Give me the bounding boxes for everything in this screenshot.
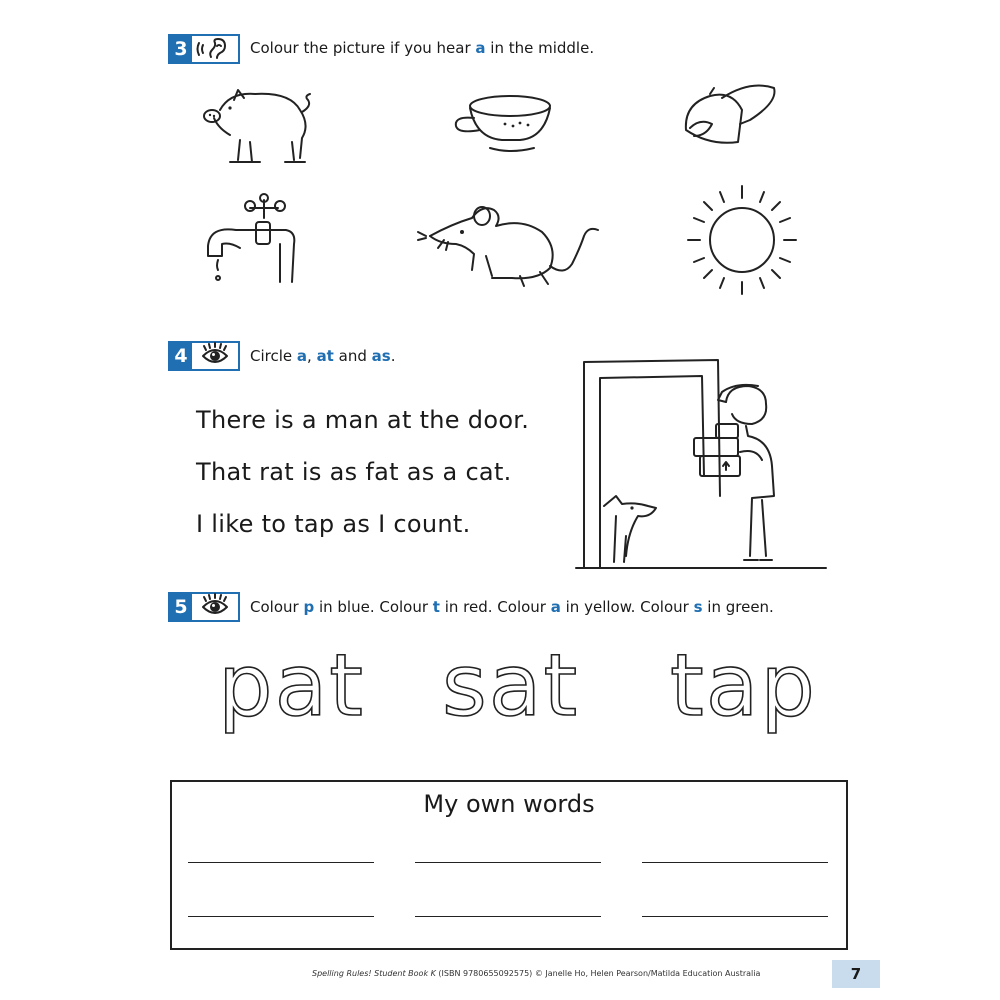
exercise-4-badge (168, 341, 240, 371)
highlight-letter: a (475, 39, 486, 57)
writing-line[interactable] (415, 916, 601, 917)
exercise-3-badge (168, 34, 240, 64)
highlight-word: at (316, 347, 334, 365)
writing-line[interactable] (188, 916, 374, 917)
footer-credit: Spelling Rules! Student Book K (ISBN 9780655092575) © Janelle Ho, Helen Pearson/Matilda Education Australia (312, 969, 761, 978)
exercise-3-instruction: Colour the picture if you hear a in the middle. (250, 39, 595, 57)
exercise-number: 4 (170, 343, 192, 369)
tap-picture (200, 190, 310, 290)
door-delivery-picture (576, 356, 826, 576)
highlight-letter: s (693, 598, 703, 616)
highlight-letter: t (432, 598, 440, 616)
exercise-number: 3 (170, 36, 192, 62)
page-number: 7 (832, 960, 880, 988)
ear-icon (192, 36, 238, 62)
sentence-2: That rat is as fat as a cat. (196, 458, 512, 486)
exercise-number: 5 (170, 594, 192, 620)
outline-word-sat: sat (442, 636, 580, 736)
highlight-word: a (296, 347, 308, 365)
pig-picture (200, 80, 320, 170)
own-words-box (170, 780, 848, 950)
exercise-5-instruction: Colour p in blue. Colour t in red. Colour a in yellow. Colour s in green. (250, 598, 774, 616)
sun-picture (682, 180, 802, 300)
own-words-title: My own words (423, 790, 595, 818)
rat-picture (422, 196, 602, 296)
cap-picture (680, 80, 780, 160)
cup-picture (450, 90, 560, 160)
eye-icon (192, 594, 238, 620)
eye-icon (192, 343, 238, 369)
outline-word-tap: tap (670, 636, 818, 736)
writing-line[interactable] (415, 862, 601, 863)
highlight-word: as (371, 347, 391, 365)
exercise-5-badge (168, 592, 240, 622)
highlight-letter: a (550, 598, 561, 616)
writing-line[interactable] (642, 916, 828, 917)
sentence-3: I like to tap as I count. (196, 510, 471, 538)
outline-word-pat: pat (218, 636, 366, 736)
exercise-4-instruction: Circle a, at and as. (250, 347, 396, 365)
writing-line[interactable] (188, 862, 374, 863)
sentence-1: There is a man at the door. (196, 406, 530, 434)
highlight-letter: p (303, 598, 315, 616)
writing-line[interactable] (642, 862, 828, 863)
